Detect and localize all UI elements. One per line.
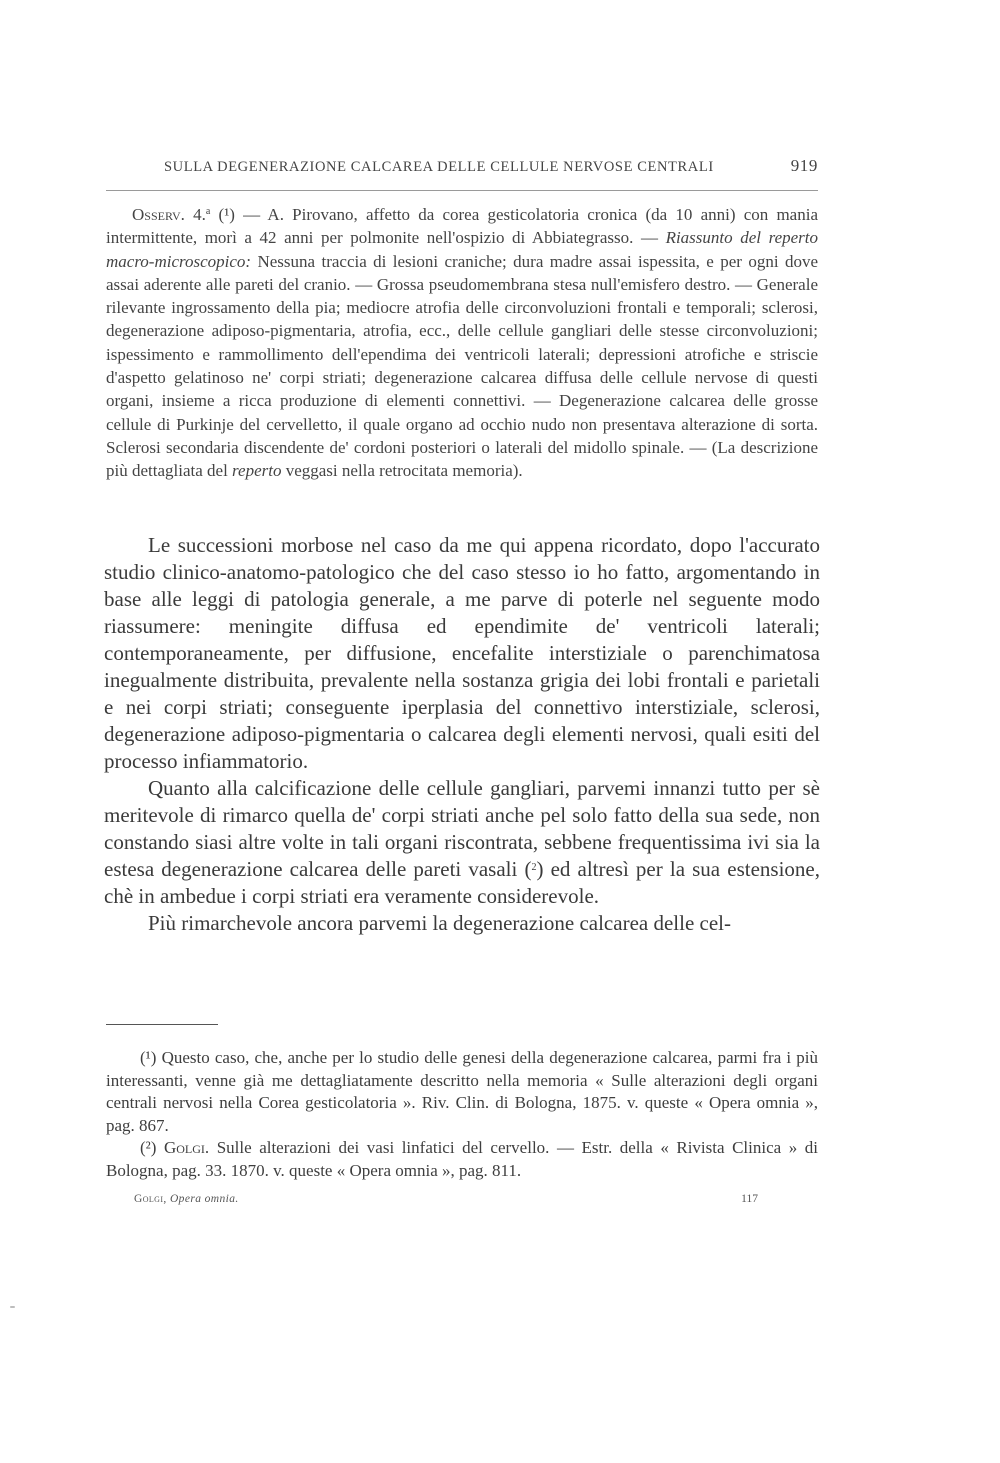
footnote-1	[106, 1047, 818, 1137]
footnote-1-text: Questo caso, che, anche per lo studio delle genesi della degenerazione calcarea, parmi fra i più interessanti, venne già me dettagliatamente descritto nella memoria « Sulle alterazioni degli organi centrali nervosi nella Corea gesticolatoria ». Riv. Clin. di Bologna, 1875. v. queste « Opera omnia », pag. 867.	[106, 1048, 818, 1135]
observation-number: 4.	[193, 205, 206, 224]
observation-paragraph	[106, 203, 818, 483]
footnote-rule	[106, 1024, 218, 1025]
observation-text-1: — A. Pirovano, affetto da corea gesticolatoria cronica (da 10 anni) con mania intermittente, morì a 42 anni per polmonite nell'ospizio di Abbiategrasso. —	[106, 205, 818, 248]
body-paragraph-1: Le successioni morbose nel caso da me qui appena ricordato, dopo l'accurato studio clinico-anatomo-patologico che del caso stesso io ho fatto, argomentando in base alle leggi di patologia generale, a me parve di poterle nel seguente modo riassumere: meningite diffusa ed ependimite de' ventricoli laterali; contemporaneamente, per diffusione, encefalite interstiziale o parenchimatosa inegualmente distribuita, prevalente nella sostanza grigia dei lobi frontali e parietali e nei corpi striati; conseguente iperplasia del connettivo interstiziale, sclerosi, degenerazione adiposo-pigmentaria o calcarea degli elementi nervosi, quali esiti del processo infiammatorio.	[104, 533, 820, 773]
footnote-2-author: Golgi.	[163, 1138, 210, 1157]
observation-text-2: Nessuna traccia di lesioni craniche; dura madre assai ispessita, e per ogni dove assai aderente alle pareti del cranio. — Grossa pseudomembrana stesa null'emisfero destro. — Generale rilevante ingrossamento della pia; mediocre atrofia delle circonvoluzioni frontali e temporali; sclerosi, degenerazione adiposo-pigmentaria, atrofia, ecc., delle cellule gangliari delle stesse circonvoluzioni; ispessimento e rammollimento dell'ependima dei ventricoli laterali; depressioni atrofiche e striscie d'aspetto gelatinoso ne' corpi striati; degenerazione calcarea diffusa delle cellule nervose di questi organi, insieme a ricca produzione di elementi connettivi. — Degenerazione calcarea delle grosse cellule di Purkinje del cervelletto, il quale organo ad occhio nudo non presentava alterazione di sorta. Sclerosi secondaria discendente de' cordoni posteriori o laterali del midollo spinale. — (La descrizione più dettagliata del	[106, 251, 818, 481]
footnote-2-mark: (²)	[140, 1138, 157, 1157]
scan-speck	[10, 1306, 15, 1308]
footnote-ref-1: (¹)	[218, 205, 235, 224]
running-head	[106, 156, 818, 180]
footnote-ref-2: 2	[531, 862, 537, 873]
page-number: 919	[790, 156, 818, 175]
signature-author: Golgi,	[134, 1193, 167, 1205]
signature-sheet-number: 117	[741, 1193, 758, 1205]
header-rule	[106, 190, 818, 191]
body-paragraph-2-text-b: ) ed altresì per la sua estensione, chè in ambedue i corpi striati era veramente considerevole.	[104, 857, 820, 908]
footnotes	[106, 1047, 818, 1182]
observation-block	[106, 203, 818, 483]
footnote-2	[106, 1137, 818, 1182]
observation-italic-heading: Riassunto del reperto macro-microscopico:	[106, 228, 818, 271]
footnote-2-text: Sulle alterazioni dei vasi linfatici del cervello. — Estr. della « Rivista Clinica » di Bologna, pag. 33. 1870. v. queste « Opera omnia », pag. 811.	[106, 1138, 818, 1180]
observation-text-3: veggasi nella retrocitata memoria).	[281, 461, 523, 481]
running-head-title: SULLA DEGENERAZIONE CALCAREA DELLE CELLULE NERVOSE CENTRALI	[164, 159, 714, 175]
signature-work	[134, 1193, 239, 1205]
signature-title: Opera omnia.	[169, 1193, 239, 1205]
body-paragraph-3: Più rimarchevole ancora parvemi la degenerazione calcarea delle cel-	[148, 911, 731, 935]
ordinal-superscript: a	[205, 206, 211, 217]
observation-italic-reperto: reperto	[232, 461, 282, 481]
body-paragraph-2-text-a: Quanto alla calcificazione delle cellule gangliari, parvemi innanzi tutto per sè meritevole di rimarco quella de' corpi striati anche pel solo fatto della sua sede, non constando siasi altre volte in tali organi riscontrata, sebbene frequentissima ivi sia la estesa degenerazione calcarea delle pareti vasali (	[104, 776, 820, 881]
body-text	[104, 532, 820, 937]
footnote-1-mark: (¹)	[140, 1048, 157, 1067]
observation-label: Osserv.	[132, 205, 185, 224]
body-paragraph-2	[104, 775, 820, 910]
signature-line	[134, 1193, 818, 1211]
